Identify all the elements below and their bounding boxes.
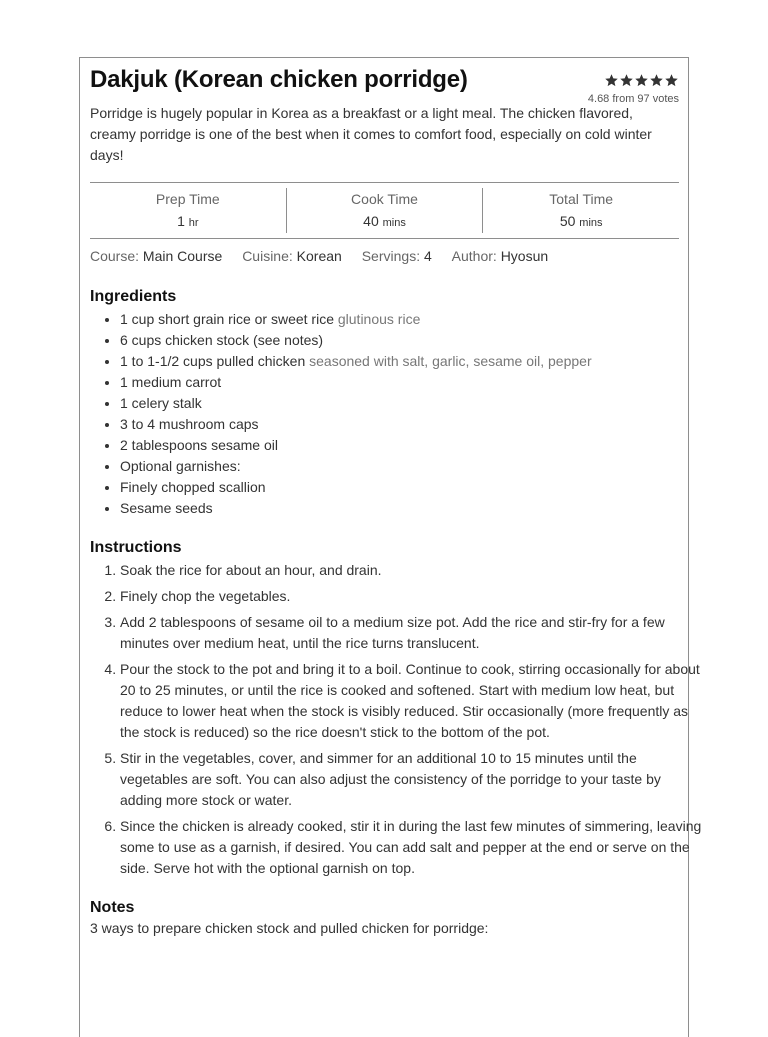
cook-time <box>286 188 483 233</box>
total-time <box>482 188 679 233</box>
ingredient-text: 6 cups chicken stock (see notes) <box>120 332 324 348</box>
recipe-times <box>90 182 679 239</box>
meta-course-label: Course: <box>90 248 140 264</box>
ingredient-text: 1 to 1-1/2 cups pulled chicken <box>120 353 306 369</box>
ingredient-item <box>120 414 592 435</box>
instruction-step: 5. Stir in the vegetables, cover, and simmer for an additional 10 to 15 minutes until the vegetables are soft. You can also adjust the consistency of the porridge to your taste by adding more stock or water. <box>120 748 705 811</box>
star-icon[interactable] <box>649 73 664 88</box>
ingredient-text: 3 to 4 mushroom caps <box>120 416 259 432</box>
recipe-title: Dakjuk (Korean chicken porridge) <box>90 66 468 93</box>
prep-time <box>90 183 286 238</box>
ingredient-text: Optional garnishes: <box>120 458 241 474</box>
prep-time-value <box>90 213 286 229</box>
ingredient-item <box>120 456 592 477</box>
instruction-step: 2. Finely chop the vegetables. <box>120 586 705 607</box>
rating-stars[interactable] <box>588 73 679 88</box>
cook-time-number: 40 <box>363 213 379 229</box>
meta-servings-value: 4 <box>423 248 432 264</box>
star-icon[interactable] <box>604 73 619 88</box>
meta-cuisine-label: Cuisine: <box>242 248 293 264</box>
ingredient-note: glutinous rice <box>337 311 421 327</box>
instructions-list <box>90 560 705 884</box>
total-time-unit: mins <box>579 217 603 229</box>
ingredient-item <box>120 309 592 330</box>
ingredient-item <box>120 435 592 456</box>
cook-time-unit: mins <box>382 217 406 229</box>
notes-heading: Notes <box>90 899 135 916</box>
meta-course <box>90 248 226 264</box>
ingredient-item <box>120 393 592 414</box>
prep-time-label: Prep Time <box>155 191 220 207</box>
ingredient-item <box>120 351 592 372</box>
instruction-step: 6. Since the chicken is already cooked, stir it in during the last few minutes of simmering, leaving some to use as a garnish, if desired. You can add salt and pepper at the end or serve on the side. Serve hot with the optional garnish on top. <box>120 816 705 879</box>
recipe-meta <box>90 248 564 264</box>
ingredient-text: Sesame seeds <box>120 500 213 516</box>
recipe-card <box>79 57 702 1037</box>
ingredient-item <box>120 477 592 498</box>
total-time-label: Total Time <box>549 191 614 207</box>
total-time-value <box>483 213 679 229</box>
ingredient-note: seasoned with salt, garlic, sesame oil, pepper <box>309 353 592 369</box>
meta-author-label: Author: <box>451 248 497 264</box>
ingredient-item <box>120 330 592 351</box>
notes-text: 3 ways to prepare chicken stock and pulled chicken for porridge: <box>90 920 489 936</box>
ingredients-heading: Ingredients <box>90 288 177 305</box>
star-icon[interactable] <box>619 73 634 88</box>
meta-servings <box>362 248 436 264</box>
ingredients-list <box>90 309 592 519</box>
ingredient-text: 2 tablespoons sesame oil <box>120 437 278 453</box>
instructions-heading: Instructions <box>90 539 182 556</box>
cook-time-label: Cook Time <box>351 191 418 207</box>
recipe-summary: Porridge is hugely popular in Korea as a breakfast or a light meal. The chicken flavored, creamy porridge is one of the best when it comes to comfort food, especially on cold winter days! <box>90 105 652 163</box>
star-icon[interactable] <box>664 73 679 88</box>
rating-votes: 4.68 from 97 votes <box>587 93 679 105</box>
ingredient-text: 1 cup short grain rice or sweet rice <box>120 311 334 327</box>
prep-time-unit: hr <box>188 217 199 229</box>
ingredient-text: 1 celery stalk <box>120 395 202 411</box>
ingredient-text: Finely chopped scallion <box>120 479 266 495</box>
meta-author-value[interactable]: Hyosun <box>500 248 549 264</box>
instruction-step: 1. Soak the rice for about an hour, and drain. <box>120 560 705 581</box>
recipe-rating[interactable] <box>588 73 679 105</box>
instruction-step: 3. Add 2 tablespoons of sesame oil to a medium size pot. Add the rice and stir-fry for a few minutes over medium heat, until the rice turns translucent. <box>120 612 705 654</box>
meta-cuisine <box>242 248 346 264</box>
cook-time-value <box>287 213 483 229</box>
meta-course-value: Main Course <box>142 248 223 264</box>
ingredient-text: 1 medium carrot <box>120 374 222 390</box>
ingredient-item <box>120 372 592 393</box>
total-time-number: 50 <box>559 213 576 229</box>
star-icon[interactable] <box>634 73 649 88</box>
meta-author <box>452 248 549 264</box>
ingredient-item <box>120 498 592 519</box>
meta-cuisine-value: Korean <box>296 248 342 264</box>
meta-servings-label: Servings: <box>361 248 421 264</box>
instruction-step: 4. Pour the stock to the pot and bring it to a boil. Continue to cook, stirring occasionally for about 20 to 25 minutes, or until the rice is cooked and softened. Start with medium low heat, but reduce to lower heat when the stock is visibly reduced. Stir occasionally (more frequently as the stock is reduced) so the rice doesn't stick to the bottom of the pot. <box>120 659 705 743</box>
prep-time-number: 1 <box>177 213 185 229</box>
